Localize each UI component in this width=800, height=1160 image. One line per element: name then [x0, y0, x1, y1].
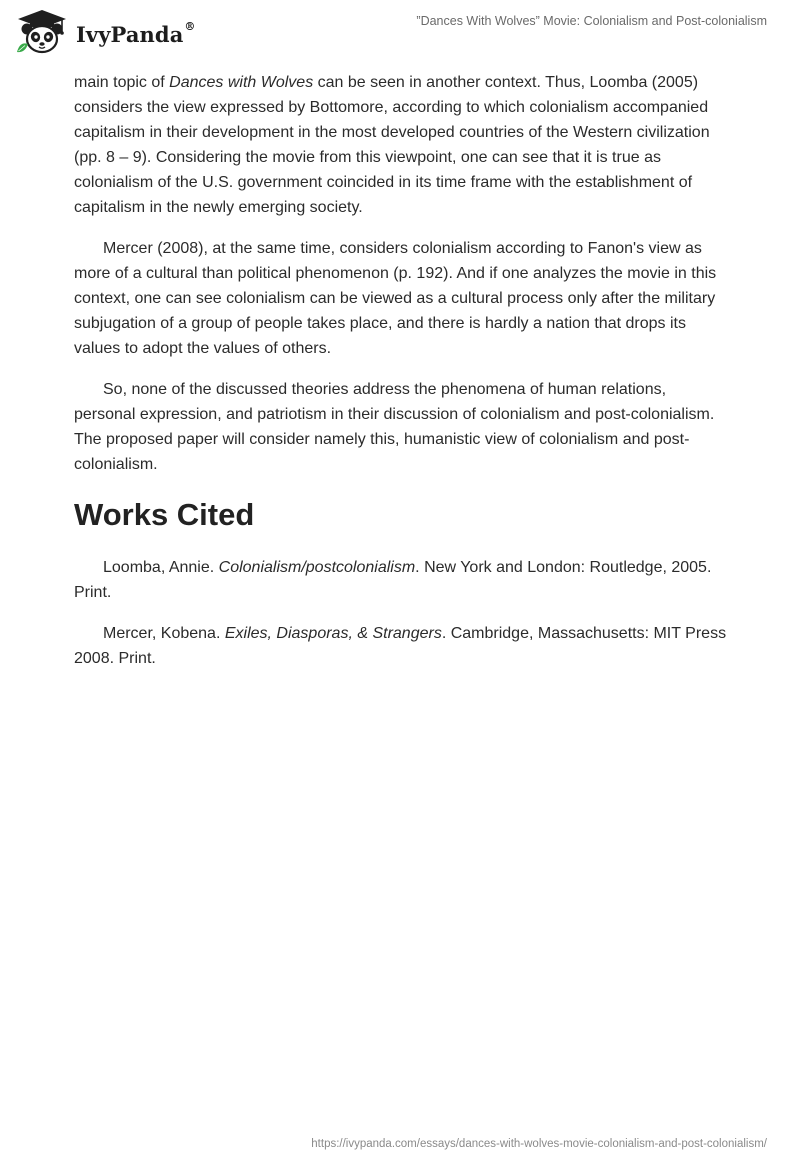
body-paragraph: So, none of the discussed theories address the phenomena of human relations, personal expression, and patriotism in their discussion of colonialism and post-colonialism. The proposed paper will consider namely this, humanistic view of colonialism and post-colonialism. — [74, 381, 715, 473]
ivypanda-logo[interactable] — [14, 8, 196, 56]
works-cited-heading: Works Cited — [74, 497, 255, 532]
source-url[interactable]: https://ivypanda.com/essays/dances-with-wolves-movie-colonialism-and-post-colonialism/ — [311, 1138, 767, 1150]
brand-name: IvyPanda® — [76, 19, 196, 47]
body-paragraph: main topic of Dances with Wolves can be seen in another context. Thus, Loomba (2005) considers the view expressed by Bottomore, according to which colonialism accompanied capitalism in their development in the most developed countries of the Western civilization (pp. 8 – 9). Considering the movie from this viewpoint, one can see that it is true as colonialism of the U.S. government coincided in its time frame with the establishment of capitalism in the newly emerging society. — [74, 74, 710, 216]
registered-mark: ® — [184, 19, 196, 33]
citation-entry: Mercer, Kobena. Exiles, Diasporas, & Strangers. Cambridge, Massachusetts: MIT Press 2008. Print. — [74, 625, 727, 667]
document-title: ”Dances With Wolves” Movie: Colonialism and Post-colonialism — [416, 14, 767, 28]
panda-graduation-cap-icon — [14, 8, 70, 56]
citation-title: Exiles, Diasporas, & Strangers — [224, 625, 442, 642]
page-header — [0, 0, 800, 60]
body-paragraph: Mercer (2008), at the same time, considers colonialism according to Fanon's view as more of a cultural than political phenomenon (p. 192). And if one analyzes the movie in this context, one can see colonialism can be viewed as a cultural process only after the military subjugation of a group of people takes place, and there is hardly a nation that drops its values to adopt the values of others. — [74, 240, 717, 357]
citation-entry: Loomba, Annie. Colonialism/postcolonialism. New York and London: Routledge, 2005. Print. — [74, 559, 712, 601]
essay-content — [74, 70, 730, 687]
movie-title: Dances with Wolves — [169, 74, 314, 91]
citation-title: Colonialism/postcolonialism — [218, 559, 416, 576]
